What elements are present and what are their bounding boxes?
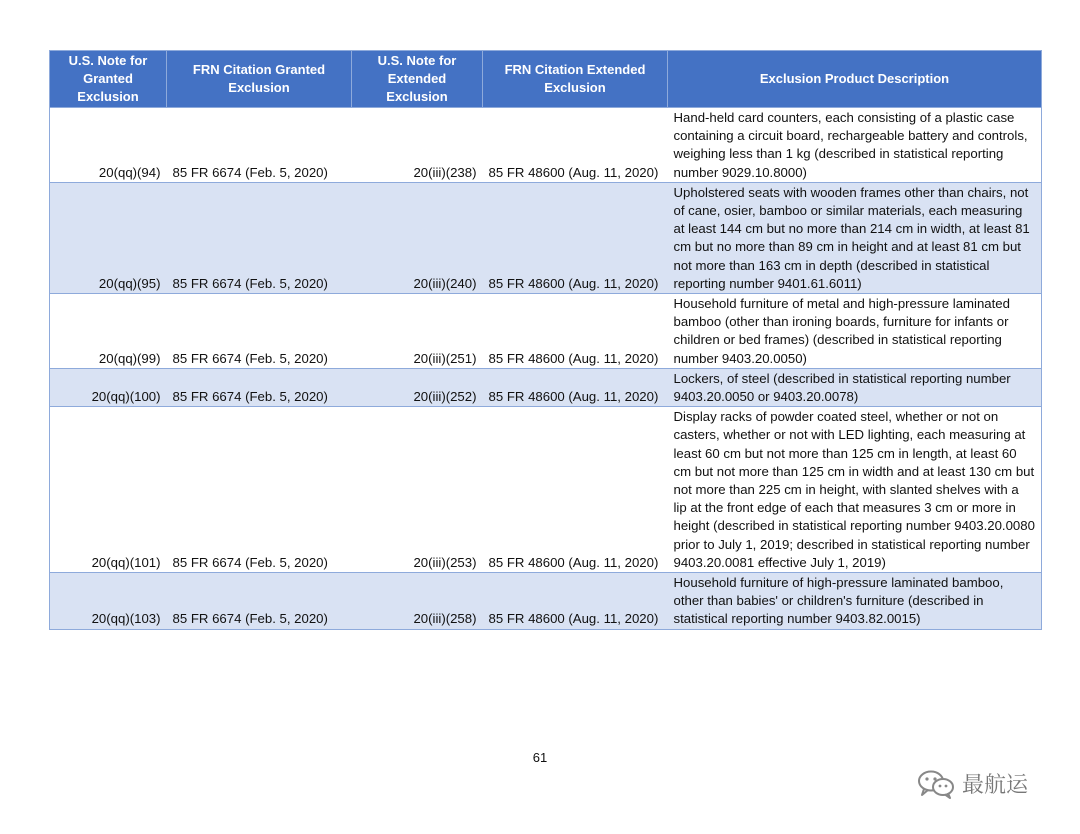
granted-note-cell: 20(qq)(94) [50, 108, 167, 183]
extended-note-cell: 20(iii)(240) [352, 182, 483, 293]
granted-frn-cell: 85 FR 6674 (Feb. 5, 2020) [167, 573, 352, 630]
description-cell: Household furniture of metal and high-pressure laminated bamboo (other than ironing boards, furniture for infants or children or bed frames) (described in statistical reporting number 9403.20.0050) [668, 294, 1042, 369]
header-granted-frn: FRN Citation Granted Exclusion [167, 51, 352, 108]
header-extended-frn: FRN Citation Extended Exclusion [483, 51, 668, 108]
header-extended-note: U.S. Note for Extended Exclusion [352, 51, 483, 108]
description-cell: Upholstered seats with wooden frames other than chairs, not of cane, osier, bamboo or similar materials, each measuring at least 144 cm but no more than 214 cm in width, at least 81 cm but no more than 89 cm in height and at least 81 cm but not more than 163 cm in depth (described in statistical reporting number 9401.61.6011) [668, 182, 1042, 293]
extended-frn-cell: 85 FR 48600 (Aug. 11, 2020) [483, 368, 668, 406]
table-row [50, 368, 1042, 406]
granted-frn-cell: 85 FR 6674 (Feb. 5, 2020) [167, 294, 352, 369]
extended-note-cell: 20(iii)(252) [352, 368, 483, 406]
page-number: 61 [532, 750, 548, 765]
watermark [916, 768, 1028, 799]
granted-note-cell: 20(qq)(95) [50, 182, 167, 293]
extended-frn-cell: 85 FR 48600 (Aug. 11, 2020) [483, 182, 668, 293]
granted-note-cell: 20(qq)(100) [50, 368, 167, 406]
granted-frn-cell: 85 FR 6674 (Feb. 5, 2020) [167, 368, 352, 406]
granted-note-cell: 20(qq)(103) [50, 573, 167, 630]
header-description: Exclusion Product Description [668, 51, 1042, 108]
granted-frn-cell: 85 FR 6674 (Feb. 5, 2020) [167, 182, 352, 293]
description-cell: Display racks of powder coated steel, whether or not on casters, whether or not with LED lighting, each measuring at least 60 cm but not more than 125 cm in length, at least 60 cm but not more than 125 cm in width and at least 130 cm but not more than 225 cm in height, with slanted shelves with a lip at the front edge of each that measures 3 cm or more in height (described in statistical reporting number 9403.20.0080 prior to July 1, 2019; described in statistical reporting number 9403.20.0081 effective July 1, 2019) [668, 407, 1042, 573]
table-row [50, 294, 1042, 369]
table-row [50, 182, 1042, 293]
extended-frn-cell: 85 FR 48600 (Aug. 11, 2020) [483, 573, 668, 630]
granted-frn-cell: 85 FR 6674 (Feb. 5, 2020) [167, 407, 352, 573]
granted-note-cell: 20(qq)(99) [50, 294, 167, 369]
table-row [50, 407, 1042, 573]
description-cell: Household furniture of high-pressure laminated bamboo, other than babies' or children's furniture (described in statistical reporting number 9403.82.0015) [668, 573, 1042, 630]
table-row [50, 573, 1042, 630]
extended-frn-cell: 85 FR 48600 (Aug. 11, 2020) [483, 407, 668, 573]
header-granted-note: U.S. Note for Granted Exclusion [50, 51, 167, 108]
watermark-text: 最航运 [962, 773, 1029, 798]
description-cell: Hand-held card counters, each consisting of a plastic case containing a circuit board, rechargeable battery and controls, weighing less than 1 kg (described in statistical reporting number 9029.10.8000) [668, 108, 1042, 183]
extended-note-cell: 20(iii)(238) [352, 108, 483, 183]
extended-note-cell: 20(iii)(251) [352, 294, 483, 369]
granted-note-cell: 20(qq)(101) [50, 407, 167, 573]
table-header-row [50, 51, 1042, 108]
granted-frn-cell: 85 FR 6674 (Feb. 5, 2020) [167, 108, 352, 183]
description-cell: Lockers, of steel (described in statistical reporting number 9403.20.0050 or 9403.20.0078) [668, 368, 1042, 406]
extended-frn-cell: 85 FR 48600 (Aug. 11, 2020) [483, 294, 668, 369]
extended-frn-cell: 85 FR 48600 (Aug. 11, 2020) [483, 108, 668, 183]
exclusions-table [49, 50, 1042, 630]
extended-note-cell: 20(iii)(253) [352, 407, 483, 573]
extended-note-cell: 20(iii)(258) [352, 573, 483, 630]
wechat-icon [916, 769, 956, 799]
table-row [50, 108, 1042, 183]
